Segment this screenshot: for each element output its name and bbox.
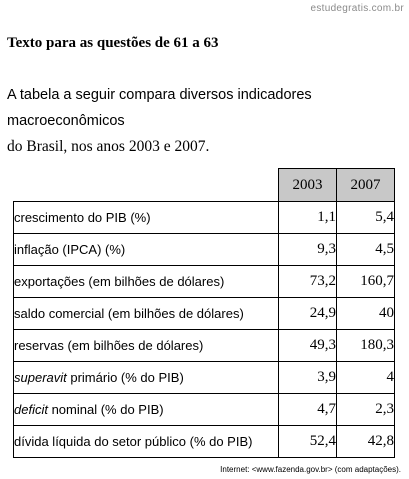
table-row [14, 266, 395, 298]
site-watermark: estudegratis.com.br [310, 3, 404, 14]
year-header-2003: 2003 [279, 169, 337, 202]
row-label: dívida líquida do setor público (% do PIB) [14, 426, 279, 458]
value-2007: 4,5 [337, 234, 395, 266]
table-row [14, 362, 395, 394]
value-2007: 180,3 [337, 330, 395, 362]
table-row [14, 330, 395, 362]
header-corner [14, 169, 279, 202]
row-label: exportações (em bilhões de dólares) [14, 266, 279, 298]
intro-line-2: do Brasil, nos anos 2003 e 2007. [7, 138, 210, 155]
table-row [14, 298, 395, 330]
value-2003: 52,4 [279, 426, 337, 458]
table-header-row [14, 169, 395, 202]
value-2007: 2,3 [337, 394, 395, 426]
row-label: superavit primário (% do PIB) [14, 362, 279, 394]
row-label: deficit nominal (% do PIB) [14, 394, 279, 426]
table-row [14, 202, 395, 234]
intro-paragraph [7, 82, 407, 160]
value-2007: 40 [337, 298, 395, 330]
table-row [14, 394, 395, 426]
year-header-2007: 2007 [337, 169, 395, 202]
row-label: saldo comercial (em bilhões de dólares) [14, 298, 279, 330]
value-2003: 1,1 [279, 202, 337, 234]
table-row [14, 234, 395, 266]
value-2007: 160,7 [337, 266, 395, 298]
section-heading: Texto para as questões de 61 a 63 [7, 35, 219, 51]
indicators-table [13, 168, 395, 458]
value-2007: 5,4 [337, 202, 395, 234]
table-row [14, 426, 395, 458]
value-2003: 24,9 [279, 298, 337, 330]
value-2003: 3,9 [279, 362, 337, 394]
value-2007: 42,8 [337, 426, 395, 458]
row-label: reservas (em bilhões de dólares) [14, 330, 279, 362]
source-citation: Internet: <www.fazenda.gov.br> (com adaptações). [220, 465, 401, 474]
value-2003: 4,7 [279, 394, 337, 426]
intro-line-1: A tabela a seguir compara diversos indicadores macroeconômicos [7, 87, 312, 129]
row-label: inflação (IPCA) (%) [14, 234, 279, 266]
value-2003: 73,2 [279, 266, 337, 298]
row-label: crescimento do PIB (%) [14, 202, 279, 234]
value-2003: 9,3 [279, 234, 337, 266]
value-2003: 49,3 [279, 330, 337, 362]
value-2007: 4 [337, 362, 395, 394]
